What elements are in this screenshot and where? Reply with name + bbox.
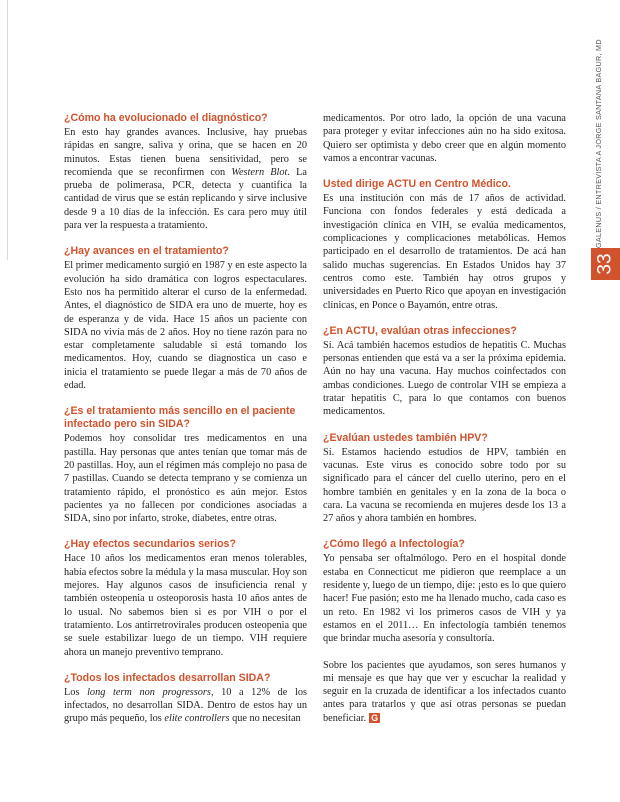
answer-paragraph: Podemos hoy consolidar tres medicamentos en una pastilla. Hay personas que antes tenían que tomar más de 20 pastillas. Hoy, aun el régimen más complejo no pasa de 7 pastillas. Cuando se detecta temprano y se comienza un tratamiento rápido, el pronóstico es aún mejor. Estos pacientes ya no fallecen por condiciones asociadas a SIDA, sino por infarto, stroke, diabetes, entre otras.	[64, 433, 307, 525]
running-head: GALENUS / ENTREVISTA A JORGE SANTANA BAGUR, MD	[594, 39, 603, 248]
page-number-box	[591, 248, 620, 280]
answer-paragraph: Yo pensaba ser oftalmólogo. Pero en el hospital donde estaba en Connecticut me pidieron que reemplace a un residente y, luego de un tiempo, dije: ¡esto es lo que quiero hacer! Fue pasión; esto me ha llenado mucho, cada caso es un reto. En 1982 vi los primeros casos de VIH y ya estamos en el 2011… En infectología también tenemos que brindar mucha asesoría y consultoría.	[323, 553, 566, 645]
answer-paragraph: medicamentos. Por otro lado, la opción de una vacuna para proteger y evitar infecciones aún no ha sido exitosa. Quiero ser optimista y debo creer que en algún momento vamos a encontrar vacunas.	[323, 113, 566, 164]
answer-paragraph: En esto hay grandes avances. Inclusive, hay pruebas rápidas en sangre, saliva y orina, que se hacen en 20 minutos. Estas tienen buena sensitividad, pero se recomienda que se reconfirmen con Western Blot. La prueba de polimerasa, PCR, detecta y cuantifica la cantidad de virus que se están replicando y sirve inclusive desde 9 a 10 días de la infección. Es cara pero muy útil para ver la respuesta a tratamiento.	[64, 127, 307, 232]
answer-paragraph: Sí. Acá también hacemos estudios de hepatitis C. Muchas personas entienden que está va a ser la próxima epidemia. Aún no hay una vacuna. Hay muchos coinfectados con ambas condiciones. Luego de controlar VIH se empieza a tratar hepatitis C, para lo que contamos con buenos medicamentos.	[323, 339, 566, 418]
question-heading: ¿Todos los infectados desarrollan SIDA?	[64, 671, 271, 684]
question-heading: ¿Cómo ha evolucionado el diagnóstico?	[64, 112, 268, 124]
question-heading: ¿Evalúan ustedes también HPV?	[323, 431, 488, 444]
end-of-article-mark: G	[371, 712, 379, 723]
left-margin-rule	[7, 0, 8, 260]
page-number-text: 33	[594, 253, 616, 275]
question-heading: ¿En ACTU, evalúan otras infecciones?	[323, 324, 517, 337]
page-number	[591, 248, 620, 280]
question-heading: ¿Hay avances en el tratamiento?	[64, 245, 229, 258]
closing-text: Sobre los pacientes que ayudamos, son seres humanos y mi mensaje es que hay que ver y escuchar la realidad y seguir en la cruzada de identificar a los infectados cuanto antes para tratarlos y que así otras personas se puedan beneficiar.	[323, 659, 566, 724]
answer-paragraph: Los long term non progressors, 10 a 12% de los infectados, no desarrollan SIDA. Dentro de estos hay un grupo más pequeño, los elite controllers que no necesitan	[64, 686, 307, 725]
question-heading: ¿Es el tratamiento más sencillo en el paciente infectado pero sin SIDA?	[64, 405, 296, 431]
answer-paragraph: Es una institución con más de 17 años de actividad. Funciona con fondos federales y está dedicada a investigación clínica en VIH, se evalúa medicamentos, complicaciones y complicaciones metabólicas. Hemos participado en el desarrollo de tratamientos. De acá han salido muchas sugerencias. En Estados Unidos hay 37 centros como este. También hay otros grupos y universidades en Puerto Rico que apoyan en investigación clínicas, en Ponce o Bayamón, entre otras.	[323, 193, 566, 311]
answer-paragraph: Hace 10 años los medicamentos eran menos tolerables, había efectos sobre la médula y la masa muscular. Hoy son mejores. Hay algunos casos de insuficiencia renal y también osteopenia u osteoporosis hasta 10 años antes de lo usual. No sabemos bien si es por VIH o por el tratamiento. Los antirretrovirales producen osteopenia que se suele estabilizar luego de un tiempo. VIH requiere ahora un manejo preventivo temprano.	[64, 553, 307, 658]
answer-paragraph: Sí. Estamos haciendo estudios de HPV, también en vacunas. Este virus es conocido sobre todo por su significado para el cáncer del cuello uterino, pero en el hombre también en genitales y en la zona de la boca o cara. La vacuna se recomienda en mujeres desde los 13 a 27 años y ahora también en hombres.	[323, 446, 566, 525]
left-column	[64, 112, 307, 726]
question-heading: ¿Hay efectos secundarios serios?	[64, 538, 236, 551]
answer-paragraph: El primer medicamento surgió en 1987 y en este aspecto la evolución ha sido dramática con logros espectaculares. Esto nos ha permitido alterar el curso de la enfermedad. Antes, el diagnóstico de SIDA era uno de muerte, hoy es de esperanza y de vida. Hace 15 años un paciente con SIDA no vivía más de 2 años. Hoy no tiene razón para no estar completamente saludable si está tomando los medicamentos. Hoy, cuando se diagnostica un caso e inicia el tratamiento se puede llegar a más de 70 años de edad.	[64, 260, 307, 392]
question-heading: Usted dirige ACTU en Centro Médico.	[323, 178, 511, 191]
closing-paragraph	[323, 659, 566, 725]
question-heading: ¿Cómo llegó a Infectología?	[323, 538, 465, 551]
right-column	[323, 112, 566, 725]
